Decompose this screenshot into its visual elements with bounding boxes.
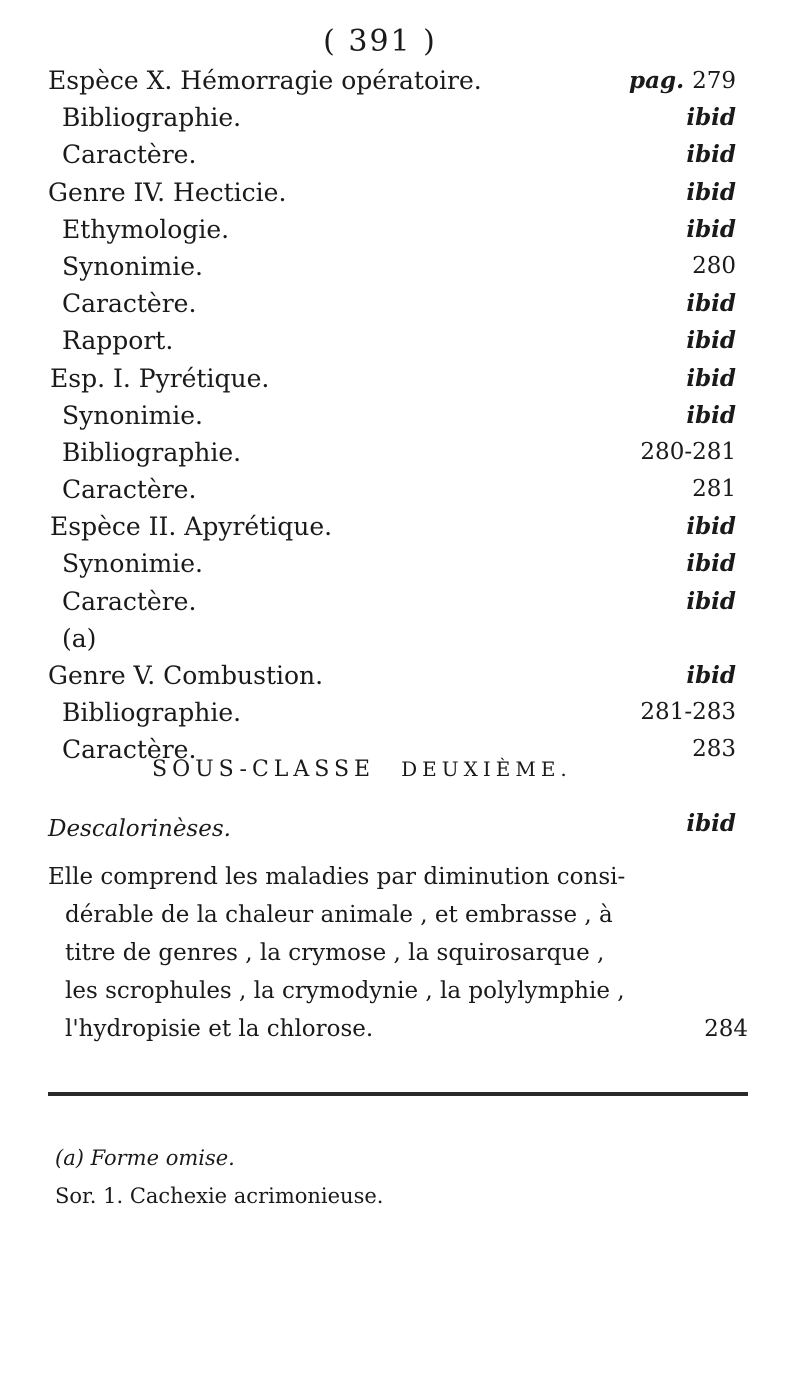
table-of-contents xyxy=(0,62,800,769)
toc-entry xyxy=(0,508,800,545)
toc-page-number: ibid xyxy=(686,587,736,615)
toc-entry xyxy=(0,285,800,322)
toc-entry-page xyxy=(686,657,736,694)
section-title-page: ibid xyxy=(686,810,736,837)
toc-page-prefix: pag. xyxy=(629,67,685,94)
toc-entry-label: Caractère. xyxy=(62,475,197,505)
toc-entry xyxy=(0,62,800,99)
toc-entry-page xyxy=(686,285,736,322)
toc-entry-label: Esp. I. Pyrétique. xyxy=(50,363,270,393)
paragraph-line: Elle comprend les maladies par diminution consi- xyxy=(48,864,626,890)
toc-entry xyxy=(0,657,800,694)
toc-entry xyxy=(0,136,800,173)
toc-entry xyxy=(0,360,800,397)
subclass-heading-part2: DEUXIÈME. xyxy=(401,757,572,781)
toc-entry-page xyxy=(692,471,736,508)
toc-entry-label: Rapport. xyxy=(62,326,174,356)
paragraph-line: l'hydropisie et la chlorose. 284 xyxy=(48,1010,748,1048)
toc-entry-page xyxy=(629,62,736,100)
toc-entry-label: Synonimie. xyxy=(62,400,203,430)
toc-page-number: ibid xyxy=(686,550,736,578)
toc-page-number: ibid xyxy=(686,327,736,355)
toc-entry-label: (a) xyxy=(62,623,97,653)
toc-entry-label: Espèce X. Hémorragie opératoire. xyxy=(48,66,482,95)
section-title: Descalorinèses. xyxy=(48,816,231,842)
toc-entry-label: Genre V. Combustion. xyxy=(48,661,324,690)
section-paragraph xyxy=(48,858,748,1048)
toc-entry-page xyxy=(640,434,736,471)
toc-entry-label: Bibliographie. xyxy=(62,698,242,728)
footnote-a: (a) Forme omise. xyxy=(55,1146,235,1170)
paragraph-line: les scrophules , la crymodynie , la polylymphie , xyxy=(65,978,625,1004)
toc-entry xyxy=(0,397,800,434)
toc-entry-page xyxy=(686,508,736,545)
toc-entry xyxy=(0,434,800,471)
toc-entry-label: Caractère. xyxy=(62,140,197,170)
toc-entry-label: Caractère. xyxy=(62,586,197,616)
paragraph-line: dérable de la chaleur animale , et embrasse , à xyxy=(65,902,613,928)
toc-entry-label: Bibliographie. xyxy=(62,437,242,467)
toc-entry-page xyxy=(686,360,736,397)
toc-entry xyxy=(0,174,800,211)
toc-entry xyxy=(0,471,800,508)
toc-entry-page xyxy=(686,397,736,434)
toc-entry xyxy=(0,248,800,285)
toc-page-number: 279 xyxy=(692,68,736,94)
toc-entry xyxy=(0,211,800,248)
toc-entry-label: Genre IV. Hecticie. xyxy=(48,177,287,207)
toc-entry xyxy=(0,99,800,136)
toc-page-number: 283 xyxy=(692,736,736,763)
toc-page-number: ibid xyxy=(686,178,736,206)
toc-entry-label: Synonimie. xyxy=(62,549,203,579)
toc-page-number: ibid xyxy=(686,401,736,429)
toc-page-number: 280 xyxy=(692,252,736,279)
toc-page-number: 280-281 xyxy=(640,438,736,465)
toc-page-number: ibid xyxy=(686,215,736,243)
paragraph-line: titre de genres , la crymose , la squirosarque , xyxy=(65,940,605,966)
toc-page-number: ibid xyxy=(686,290,736,318)
toc-page-number: 281-283 xyxy=(640,699,736,726)
toc-entry-page xyxy=(692,248,736,285)
toc-page-number: ibid xyxy=(686,513,736,541)
toc-entry xyxy=(0,322,800,359)
footnote-sor: Sor. 1. Cachexie acrimonieuse. xyxy=(55,1184,384,1208)
toc-entry-page xyxy=(686,322,736,359)
toc-entry-label: Caractère. xyxy=(62,735,197,765)
toc-entry-page xyxy=(686,545,736,582)
toc-entry-label: Ethymologie. xyxy=(62,214,230,244)
toc-page-number: ibid xyxy=(686,364,736,392)
toc-entry-page xyxy=(692,731,736,768)
toc-page-number: 281 xyxy=(692,476,736,503)
toc-page-number: ibid xyxy=(686,104,736,132)
footnote-divider xyxy=(48,1092,748,1096)
subclass-heading xyxy=(152,757,572,782)
toc-page-number: ibid xyxy=(686,662,736,689)
toc-entry xyxy=(0,545,800,582)
toc-entry-page xyxy=(640,694,736,731)
toc-entry-label: Synonimie. xyxy=(62,251,203,281)
subclass-heading-part1: SOUS-CLASSE xyxy=(152,757,376,782)
toc-page-number: ibid xyxy=(686,141,736,169)
toc-entry-page xyxy=(686,174,736,211)
toc-entry xyxy=(0,694,800,731)
toc-entry-label: Espèce II. Apyrétique. xyxy=(50,512,333,542)
toc-entry xyxy=(0,620,800,657)
toc-entry-label: Bibliographie. xyxy=(62,103,242,133)
toc-entry-page xyxy=(686,211,736,248)
page-number: ( 391 ) xyxy=(323,24,437,59)
toc-entry xyxy=(0,583,800,620)
toc-entry-label: Caractère. xyxy=(62,289,197,319)
toc-entry-page xyxy=(686,583,736,620)
toc-entry-page xyxy=(686,99,736,136)
paragraph-page-ref: 284 xyxy=(704,1016,748,1042)
section-heading xyxy=(48,810,738,842)
toc-entry-page xyxy=(686,136,736,173)
